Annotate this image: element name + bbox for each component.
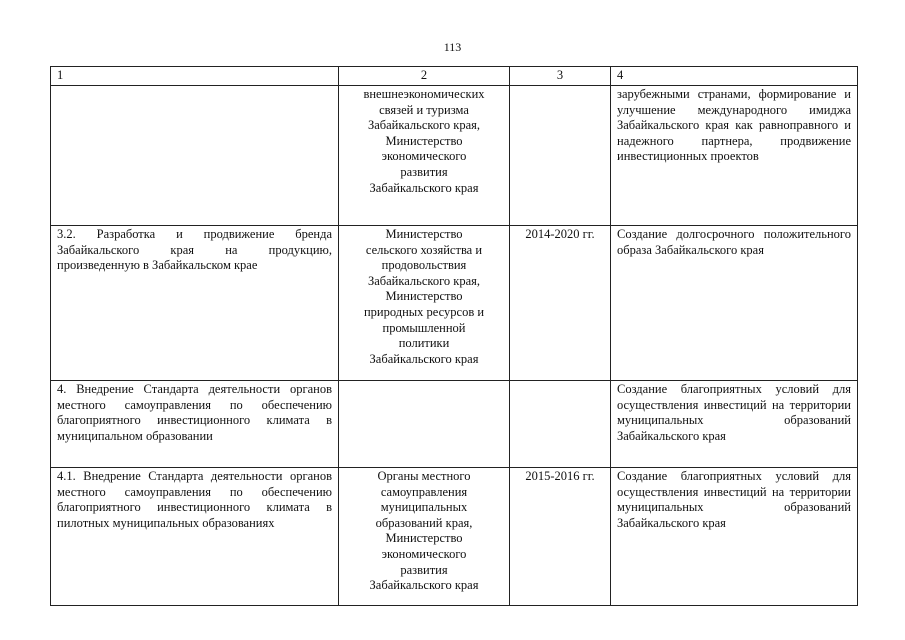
row2-result-cell: Создание долгосрочного положительного образа Забайкальского края [611, 226, 858, 381]
row4-measure-cell: 4.1. Внедрение Стандарта деятельности органов местного самоуправления по обеспечению благоприятного инвестиционного климата в пилотных муниципальных образованиях [51, 468, 339, 606]
row4-executor-line: экономического [381, 546, 467, 561]
row4-executor-cell [339, 468, 510, 606]
row3-measure-cell: 4. Внедрение Стандарта деятельности органов местного самоуправления по обеспечению благоприятного инвестиционного климата в муниципальном образовании [51, 381, 339, 468]
table-row [51, 86, 858, 226]
row2-measure-cell: 3.2. Разработка и продвижение бренда Забайкальского края на продукцию, произведенную в Забайкальском крае [51, 226, 339, 381]
row4-executor-line: развития [400, 562, 448, 577]
row4-period-cell: 2015-2016 гг. [510, 468, 611, 606]
header-cell-1: 1 [51, 67, 339, 86]
row1-executor-line: Забайкальского края [369, 180, 479, 195]
row2-executor-cell [339, 226, 510, 381]
table-row [51, 468, 858, 606]
row4-executor-line: Министерство [385, 531, 463, 546]
row1-measure-cell [51, 86, 339, 226]
row1-period-cell [510, 86, 611, 226]
row1-executor-line: развития [400, 164, 448, 179]
row4-executor-line: Забайкальского края [369, 578, 479, 593]
row4-executor-line: самоуправления [380, 484, 468, 499]
document-table [50, 66, 858, 606]
row2-executor-line: природных ресурсов и [363, 304, 485, 319]
header-cell-2: 2 [339, 67, 510, 86]
row4-result-cell: Создание благоприятных условий для осуществления инвестиций на территории муниципальных образований Забайкальского края [611, 468, 858, 606]
row1-executor-cell [339, 86, 510, 226]
row3-result-cell: Создание благоприятных условий для осуществления инвестиций на территории муниципальных образований Забайкальского края [611, 381, 858, 468]
row2-period-cell: 2014-2020 гг. [510, 226, 611, 381]
row3-executor-cell [339, 381, 510, 468]
header-cell-3: 3 [510, 67, 611, 86]
row2-executor-line: промышленной [382, 320, 466, 335]
table-row [51, 381, 858, 468]
row1-executor-line: экономического [381, 149, 467, 164]
row1-executor-line: внешнеэкономических [363, 87, 485, 101]
row3-period-cell [510, 381, 611, 468]
table-row [51, 226, 858, 381]
row4-executor-line: Органы местного [377, 469, 471, 483]
row2-executor-line: Забайкальского края [369, 351, 479, 366]
row1-executor-line: Забайкальского края, [367, 118, 481, 133]
table-header-row [51, 67, 858, 86]
row2-executor-line: продовольствия [381, 258, 467, 273]
header-cell-4: 4 [611, 67, 858, 86]
row2-executor-line: Министерство [385, 289, 463, 304]
row1-result-cell: зарубежными странами, формирование и улучшение международного имиджа Забайкальского края как равноправного и надежного партнера, продвижение инвестиционных проектов [611, 86, 858, 226]
row2-executor-line: политики [398, 336, 450, 351]
row2-executor-line: Министерство [385, 227, 463, 241]
row4-executor-line: образований края, [375, 515, 473, 530]
page-number: 113 [443, 40, 462, 54]
row4-executor-line: муниципальных [380, 500, 468, 515]
row2-executor-line: сельского хозяйства и [365, 242, 483, 257]
row1-executor-line: связей и туризма [379, 102, 469, 117]
row2-executor-line: Забайкальского края, [367, 273, 481, 288]
row1-executor-line: Министерство [385, 133, 463, 148]
